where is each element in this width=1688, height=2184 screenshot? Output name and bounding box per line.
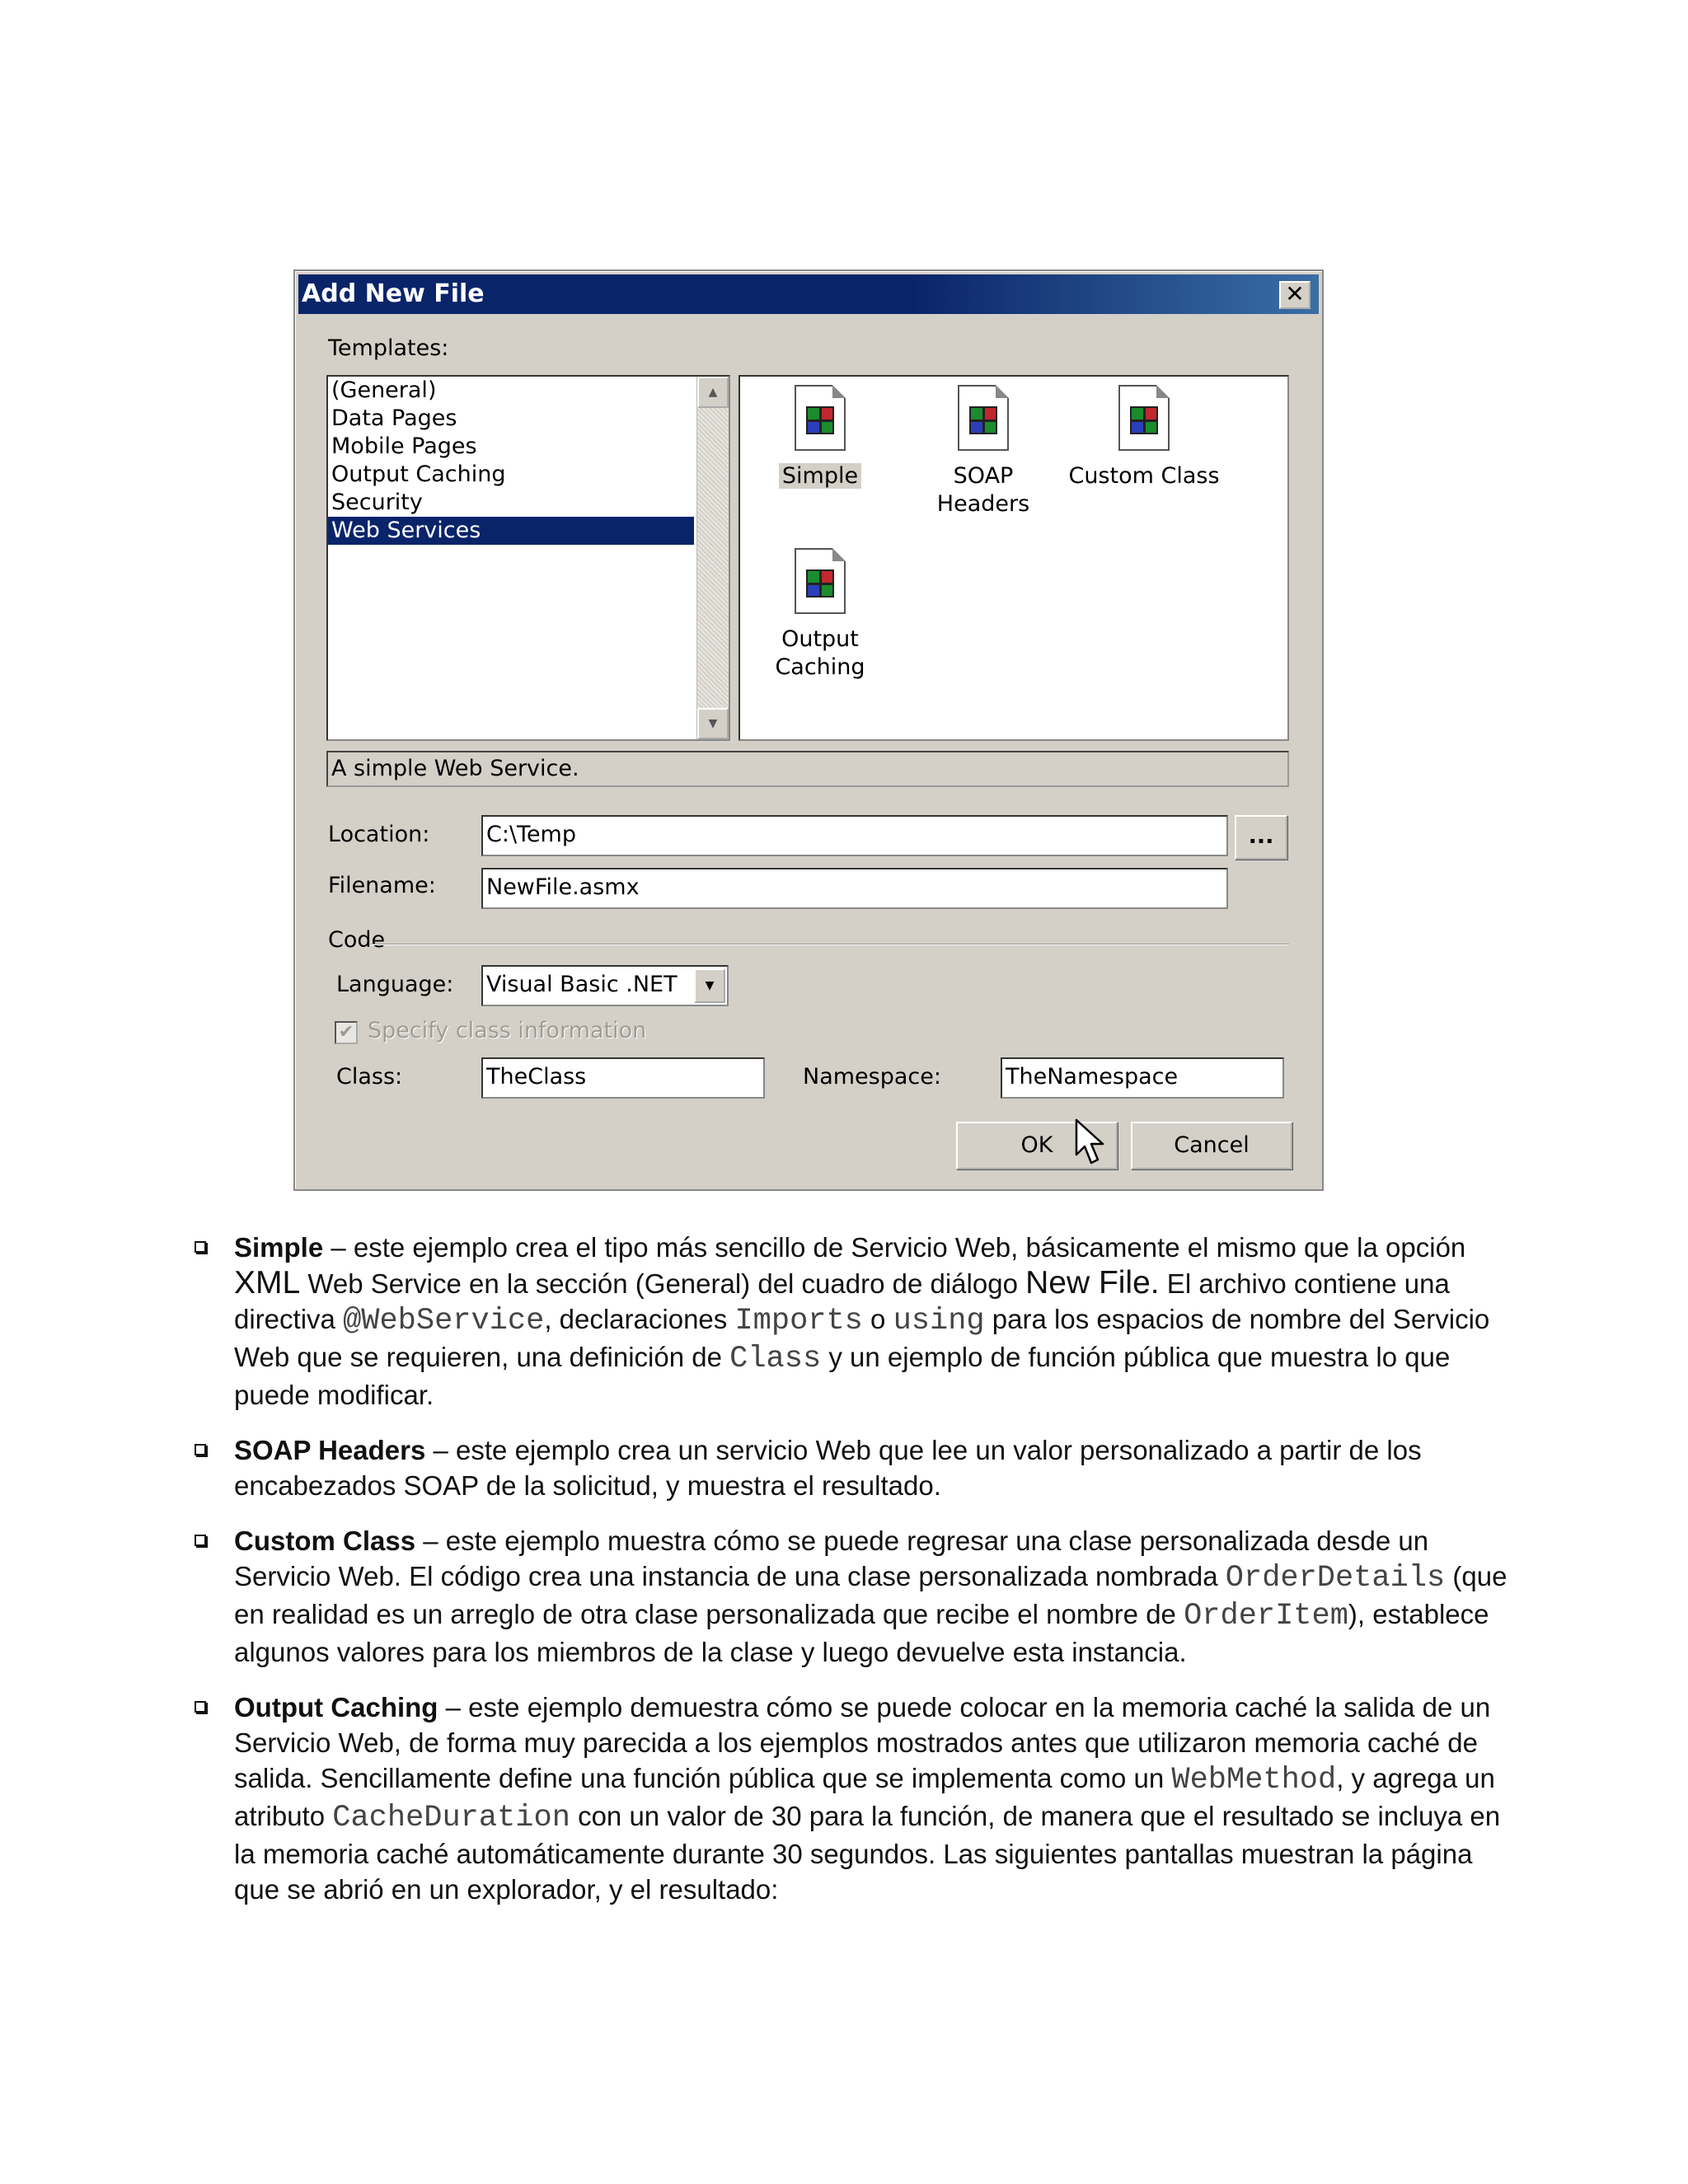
code-webservice: @WebService	[343, 1304, 545, 1338]
ok-button[interactable]: OK	[956, 1122, 1118, 1169]
class-label: Class:	[336, 1064, 403, 1090]
text: , y agrega un atributo	[234, 1763, 1495, 1831]
language-select-value: Visual Basic .NET	[486, 972, 678, 997]
item-custom-class-label: Custom Class	[1068, 463, 1220, 489]
specify-class-label: Specify class information	[368, 1018, 647, 1043]
text: El archivo contiene una directiva	[234, 1268, 1450, 1334]
list-item-output-caching	[191, 1690, 1510, 1907]
text: para los espacios de nombre del Servicio Web que se requieren, una definición de	[234, 1304, 1490, 1372]
web-service-file-icon	[795, 385, 846, 451]
class-input[interactable]: TheClass	[481, 1057, 765, 1099]
item-simple[interactable]	[742, 385, 898, 490]
scroll-down-icon[interactable]: ▼	[697, 708, 729, 739]
filename-label: Filename:	[328, 873, 436, 898]
templates-label: Templates:	[328, 335, 449, 361]
item-soap-headers[interactable]	[905, 385, 1062, 518]
template-item-web-services[interactable]: Web Services	[328, 517, 694, 545]
add-new-file-dialog	[293, 269, 1324, 1191]
code-cacheduration: CacheDuration	[332, 1801, 570, 1835]
templates-scrollbar[interactable]	[696, 377, 729, 739]
dialog-title: Add New File	[302, 279, 485, 308]
namespace-input[interactable]: TheNamespace	[1001, 1057, 1284, 1099]
item-output-caching[interactable]	[742, 548, 898, 682]
text: con un valor de 30 para la función, de manera que el resultado se incluya en la memoria caché automáticamente durante 30 segundos. Las siguientes pantallas muestran la página que se abrió en un explorador, y el resultado:	[234, 1801, 1501, 1905]
code-group-divider	[371, 944, 1289, 945]
web-service-file-icon	[1118, 385, 1170, 451]
code-orderitem: OrderItem	[1184, 1599, 1348, 1633]
list-item-soap-headers	[191, 1432, 1510, 1503]
code-group-label: Code	[328, 927, 386, 953]
text: o	[862, 1304, 893, 1334]
checkbox-bullet-icon	[195, 1241, 206, 1253]
text: (que en realidad es un arreglo de otra clase personalizada que recibe el nombre de	[234, 1561, 1507, 1629]
browse-button[interactable]: ...	[1235, 815, 1287, 860]
web-service-file-icon	[795, 548, 846, 614]
template-descriptions	[191, 1230, 1510, 1927]
checkbox-bullet-icon	[195, 1444, 206, 1455]
templates-list[interactable]	[326, 375, 730, 741]
text: XML	[234, 1265, 301, 1301]
code-orderdetails: OrderDetails	[1225, 1561, 1446, 1596]
text: – este ejemplo crea un servicio Web que lee un valor personalizado a partir de los encabezados SOAP de la solicitud, y muestra el resultado.	[234, 1435, 1422, 1501]
text: – este ejemplo muestra cómo se puede regresar una clase personalizada desde un Servicio Web. El código crea una instancia de una clase personalizada nombrada	[234, 1526, 1429, 1591]
checkbox-bullet-icon	[195, 1701, 206, 1713]
text: New File.	[1025, 1265, 1160, 1301]
list-item-custom-class	[191, 1523, 1510, 1670]
term-soap-headers: SOAP Headers	[234, 1435, 426, 1465]
term-output-caching: Output Caching	[234, 1692, 438, 1722]
close-icon: ✕	[1285, 280, 1305, 307]
code-class: Class	[729, 1342, 822, 1376]
template-item-output-caching[interactable]: Output Caching	[331, 462, 506, 487]
template-item-mobile-pages[interactable]: Mobile Pages	[331, 434, 477, 459]
code-imports: Imports	[734, 1304, 863, 1338]
item-custom-class[interactable]	[1066, 385, 1222, 490]
template-item-general[interactable]: (General)	[331, 377, 437, 403]
term-custom-class: Custom Class	[234, 1526, 416, 1556]
item-output-caching-label: Output Caching	[775, 626, 865, 680]
location-label: Location:	[328, 822, 430, 847]
checkbox-bullet-icon	[195, 1535, 206, 1546]
text: ), establece algunos valores para los miembros de la clase y luego devuelve esta instancia.	[234, 1599, 1489, 1667]
term-simple: Simple	[234, 1232, 324, 1263]
namespace-label: Namespace:	[803, 1064, 941, 1090]
text: – este ejemplo demuestra cómo se puede colocar en la memoria caché la salida de un Servicio Web, de forma muy parecida a los ejemplos mostrados antes que utilizaron memoria caché de salida. Sencillamente define una función pública que se implementa como un	[234, 1692, 1491, 1793]
filename-input[interactable]: NewFile.asmx	[481, 868, 1228, 909]
text: Web Service en la sección (General) del cuadro de diálogo	[300, 1268, 1026, 1299]
template-item-security[interactable]: Security	[331, 490, 423, 515]
chevron-down-icon[interactable]: ▼	[694, 968, 725, 1003]
template-description: A simple Web Service.	[326, 751, 1289, 787]
mouse-pointer-icon	[1075, 1118, 1108, 1168]
text: – este ejemplo crea el tipo más sencillo de Servicio Web, básicamente el mismo que la opción	[323, 1232, 1466, 1263]
language-label: Language:	[336, 972, 454, 997]
code-using: using	[893, 1304, 985, 1338]
text: , declaraciones	[544, 1304, 735, 1334]
item-simple-label: Simple	[779, 463, 861, 489]
language-select[interactable]	[481, 965, 729, 1006]
cancel-button[interactable]: Cancel	[1131, 1122, 1292, 1169]
specify-class-checkbox[interactable]: ✔	[335, 1021, 358, 1044]
list-item-simple	[191, 1230, 1510, 1413]
dialog-titlebar	[298, 274, 1319, 314]
code-webmethod: WebMethod	[1171, 1763, 1337, 1797]
item-soap-headers-label: SOAP Headers	[936, 463, 1030, 517]
web-service-file-icon	[958, 385, 1009, 451]
scroll-up-icon[interactable]: ▲	[697, 377, 729, 408]
close-button[interactable]	[1279, 281, 1311, 309]
text: y un ejemplo de función pública que muestra lo que puede modificar.	[234, 1342, 1451, 1410]
location-input[interactable]: C:\Temp	[481, 815, 1228, 856]
template-items-panel	[738, 375, 1289, 741]
template-item-data-pages[interactable]: Data Pages	[331, 405, 457, 431]
